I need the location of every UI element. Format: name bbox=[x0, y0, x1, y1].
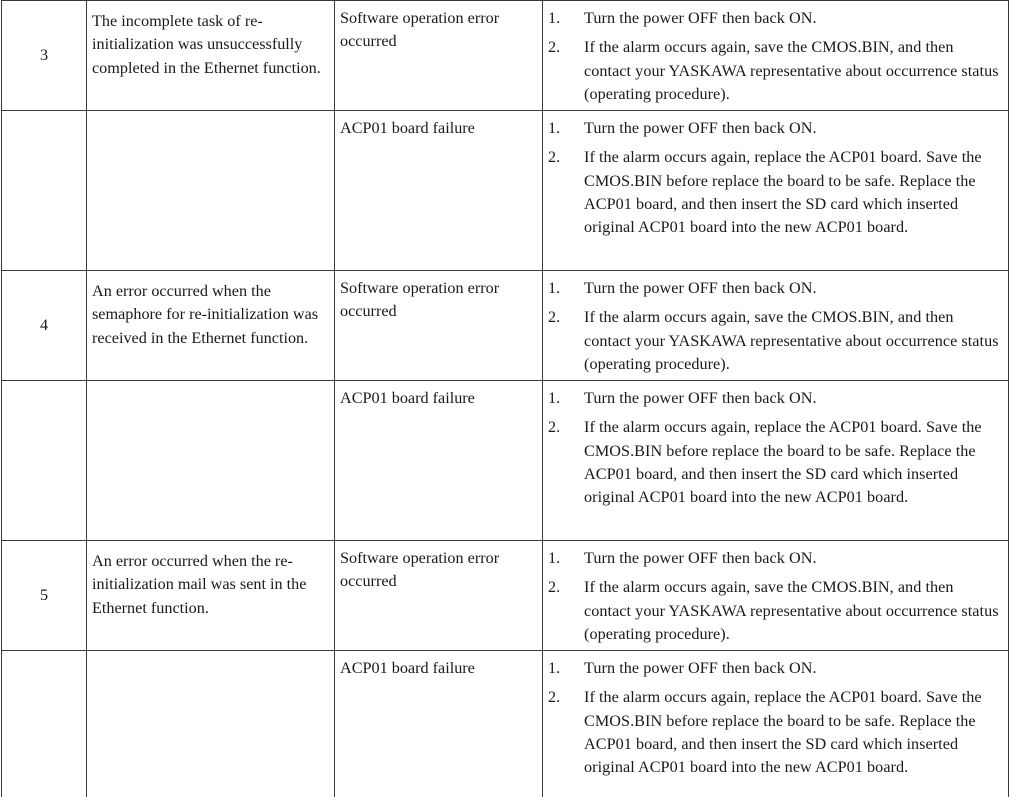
step-number: 1. bbox=[548, 549, 561, 567]
remedy-step bbox=[548, 7, 1002, 30]
step-text: If the alarm occurs again, replace the ACP01 board. Save the CMOS.BIN before replace the board to be safe. Replace the ACP01 board, and then insert the SD card which inserted original ACP01 board into the new ACP01 board. bbox=[584, 148, 982, 237]
remedy-step bbox=[548, 306, 1002, 376]
remedy-cell bbox=[543, 1, 1009, 111]
remedy-cell bbox=[543, 111, 1009, 271]
step-text: Turn the power OFF then back ON. bbox=[584, 389, 817, 407]
step-text: If the alarm occurs again, save the CMOS.BIN, and then contact your YASKAWA representative about occurrence status (operating procedure). bbox=[584, 38, 999, 103]
step-number: 1. bbox=[548, 119, 561, 137]
table-row bbox=[2, 111, 1009, 271]
alarm-sub-code-cell bbox=[2, 381, 87, 541]
remedy-step bbox=[548, 547, 1002, 570]
cause-cell: Software operation error occurred bbox=[335, 1, 543, 111]
remedy-step bbox=[548, 387, 1002, 410]
cause-cell: ACP01 board failure bbox=[335, 651, 543, 797]
remedy-step bbox=[548, 277, 1002, 300]
step-text: Turn the power OFF then back ON. bbox=[584, 119, 817, 137]
condition-cell bbox=[87, 651, 335, 797]
remedy-step bbox=[548, 416, 1002, 509]
step-text: Turn the power OFF then back ON. bbox=[584, 549, 817, 567]
step-text: If the alarm occurs again, replace the ACP01 board. Save the CMOS.BIN before replace the board to be safe. Replace the ACP01 board, and then insert the SD card which inserted original ACP01 board into the new ACP01 board. bbox=[584, 418, 982, 507]
step-number: 1. bbox=[548, 659, 561, 677]
remedy-step bbox=[548, 146, 1002, 239]
step-text: If the alarm occurs again, replace the ACP01 board. Save the CMOS.BIN before replace the board to be safe. Replace the ACP01 board, and then insert the SD card which inserted original ACP01 board into the new ACP01 board. bbox=[584, 688, 982, 777]
remedy-step bbox=[548, 36, 1002, 106]
step-text: Turn the power OFF then back ON. bbox=[584, 9, 817, 27]
table-row bbox=[2, 1, 1009, 111]
step-number: 2. bbox=[548, 418, 561, 437]
table-row bbox=[2, 381, 1009, 541]
condition-cell: The incomplete task of re-initialization was unsuccessfully completed in the Ethernet function. bbox=[87, 1, 335, 111]
alarm-remedy-table bbox=[1, 0, 1009, 797]
condition-cell: An error occurred when the semaphore for re-initialization was received in the Ethernet function. bbox=[87, 271, 335, 381]
table-row bbox=[2, 271, 1009, 381]
step-text: If the alarm occurs again, save the CMOS.BIN, and then contact your YASKAWA representative about occurrence status (operating procedure). bbox=[584, 308, 999, 373]
step-number: 1. bbox=[548, 279, 561, 297]
step-number: 2. bbox=[548, 308, 561, 327]
condition-cell: An error occurred when the re-initialization mail was sent in the Ethernet function. bbox=[87, 541, 335, 651]
alarm-sub-code-cell: 3 bbox=[2, 1, 87, 111]
remedy-step bbox=[548, 117, 1002, 140]
step-number: 1. bbox=[548, 389, 561, 407]
alarm-sub-code-cell: 5 bbox=[2, 541, 87, 651]
remedy-step bbox=[548, 576, 1002, 646]
step-text: If the alarm occurs again, save the CMOS.BIN, and then contact your YASKAWA representative about occurrence status (operating procedure). bbox=[584, 578, 999, 643]
remedy-cell bbox=[543, 381, 1009, 541]
step-text: Turn the power OFF then back ON. bbox=[584, 659, 817, 677]
cause-cell: ACP01 board failure bbox=[335, 381, 543, 541]
step-text: Turn the power OFF then back ON. bbox=[584, 279, 817, 297]
condition-cell bbox=[87, 381, 335, 541]
alarm-sub-code-cell bbox=[2, 111, 87, 271]
cause-cell: ACP01 board failure bbox=[335, 111, 543, 271]
table-row bbox=[2, 651, 1009, 797]
step-number: 2. bbox=[548, 38, 561, 57]
remedy-step bbox=[548, 686, 1002, 779]
remedy-cell bbox=[543, 271, 1009, 381]
remedy-cell bbox=[543, 541, 1009, 651]
table-row bbox=[2, 541, 1009, 651]
step-number: 2. bbox=[548, 578, 561, 597]
alarm-sub-code-cell: 4 bbox=[2, 271, 87, 381]
step-number: 2. bbox=[548, 148, 561, 167]
remedy-cell bbox=[543, 651, 1009, 797]
alarm-sub-code-cell bbox=[2, 651, 87, 797]
cause-cell: Software operation error occurred bbox=[335, 541, 543, 651]
cause-cell: Software operation error occurred bbox=[335, 271, 543, 381]
step-number: 1. bbox=[548, 9, 561, 27]
condition-cell bbox=[87, 111, 335, 271]
remedy-step bbox=[548, 657, 1002, 680]
step-number: 2. bbox=[548, 688, 561, 707]
